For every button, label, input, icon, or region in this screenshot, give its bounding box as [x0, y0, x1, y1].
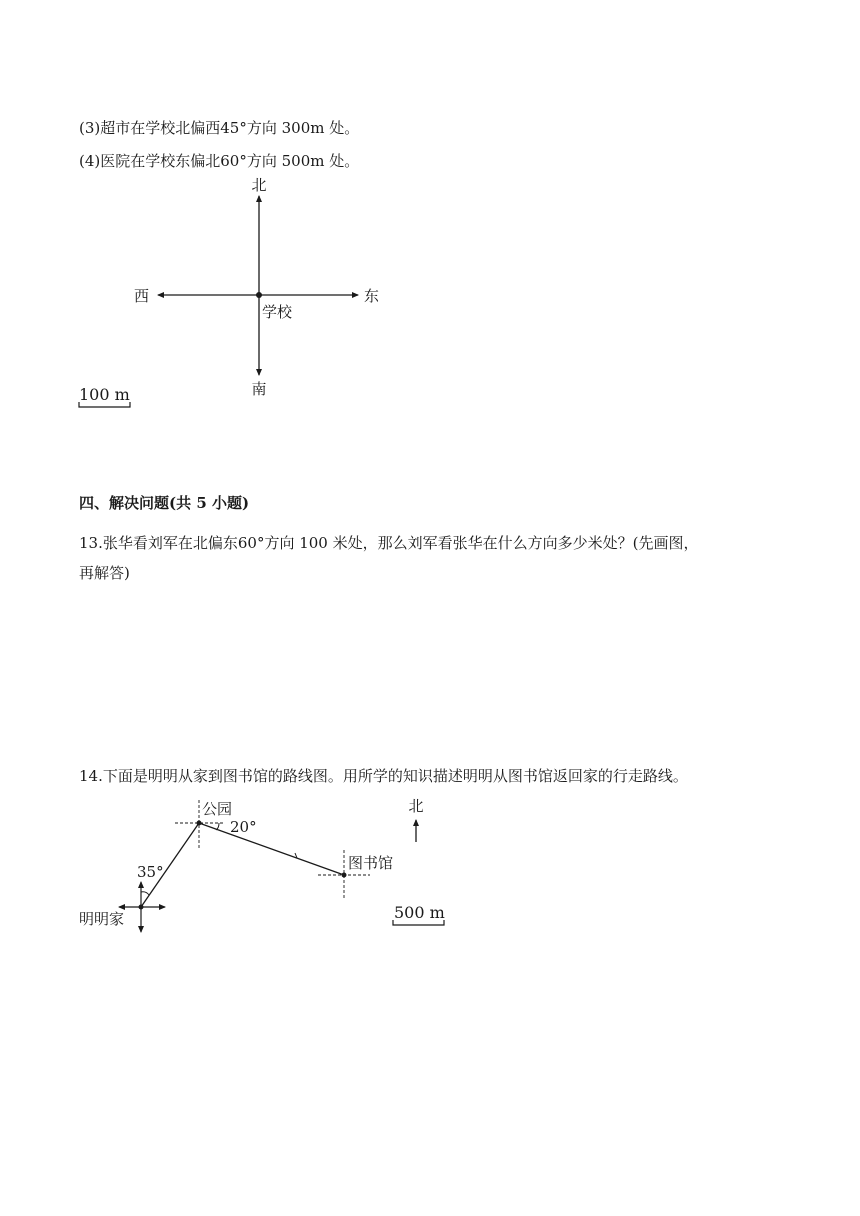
east-label: 东 — [364, 287, 380, 305]
north-label: 北 — [408, 797, 424, 815]
question-13-line-2: 再解答) — [79, 564, 130, 582]
home-label: 明明家 — [79, 910, 125, 928]
angle-home-label: 35° — [137, 863, 164, 881]
section-title: 四、解决问题(共 5 小题) — [79, 494, 250, 512]
school-label: 学校 — [262, 303, 293, 321]
item-4: (4)医院在学校东偏北60°方向 500m 处。 — [79, 152, 360, 170]
question-13-line-1: 13.张华看刘军在北偏东60°方向 100 米处，那么刘军看张华在什么方向多少米处？(先画图， — [79, 534, 699, 552]
scale-label: 100 m — [79, 385, 130, 404]
west-label: 西 — [134, 287, 150, 305]
park-label: 公园 — [202, 800, 233, 818]
north-label: 北 — [251, 176, 267, 194]
item-3: (3)超市在学校北偏西45°方向 300m 处。 — [79, 119, 360, 137]
south-label: 南 — [251, 380, 267, 398]
route-park-library — [199, 823, 344, 875]
scale-label: 500 m — [394, 903, 445, 922]
library-point — [342, 873, 347, 878]
angle-arc-home — [141, 892, 149, 895]
library-label: 图书馆 — [348, 854, 394, 872]
angle-park-label: 20° — [230, 818, 257, 836]
question-14: 14.下面是明明从家到图书馆的路线图。用所学的知识描述明明从图书馆返回家的行走路线。 — [79, 767, 688, 785]
